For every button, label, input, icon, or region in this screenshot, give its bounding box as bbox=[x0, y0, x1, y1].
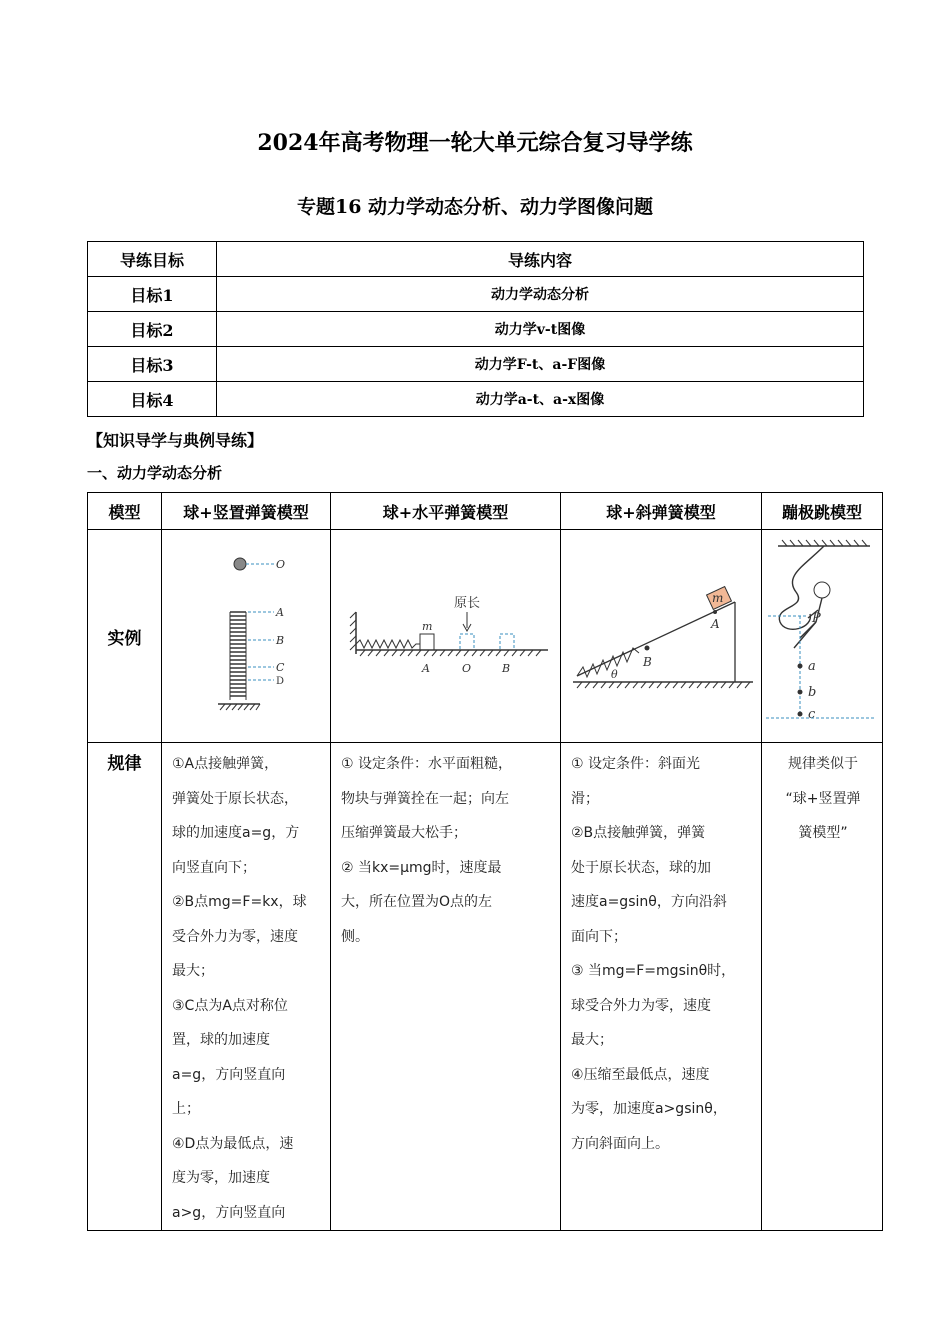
horizontal-spring-rule bbox=[331, 743, 560, 954]
horizontal-spring-rule-cell bbox=[331, 743, 561, 1231]
label-D: D bbox=[276, 676, 285, 687]
goals-header-content: 导练内容 bbox=[217, 242, 864, 277]
label-A: A bbox=[276, 606, 284, 619]
label-original-length: 原长 bbox=[453, 596, 480, 611]
rule-line: 簧模型” bbox=[798, 825, 848, 841]
label-B: B bbox=[501, 662, 510, 675]
goal-content: 动力学F-t、a-F图像 bbox=[217, 347, 864, 382]
rule-line: 最大； bbox=[172, 963, 214, 979]
header-model: 模型 bbox=[88, 493, 162, 530]
ball-icon bbox=[234, 558, 246, 570]
bungee-rule-cell bbox=[762, 743, 883, 1231]
rule-line: 物块与弹簧拴在一起；向左 bbox=[341, 790, 509, 807]
rule-line: 面向下； bbox=[571, 928, 627, 945]
rule-line: ③ 当mg=F=mgsinθ时， bbox=[571, 963, 736, 979]
incline-spring-figure-cell bbox=[561, 530, 762, 743]
goal-id: 目标2 bbox=[88, 312, 217, 347]
label-a: a bbox=[808, 659, 816, 674]
label-O: O bbox=[276, 558, 286, 571]
label-B: B bbox=[276, 634, 285, 647]
models-rule-row bbox=[88, 743, 883, 1231]
goals-header-row bbox=[88, 242, 864, 277]
goals-row bbox=[88, 277, 864, 312]
rule-line: a>g，方向竖直向 bbox=[172, 1204, 286, 1221]
example-label: 实例 bbox=[88, 530, 162, 743]
rule-line: ②B点mg=F=kx，球 bbox=[172, 894, 307, 910]
document-subtitle: 专题16 动力学动态分析、动力学图像问题 bbox=[296, 196, 654, 218]
horizontal-spring-figure-cell bbox=[331, 530, 561, 743]
rule-line: 大，所在位置为O点的左 bbox=[341, 894, 493, 910]
goal-id: 目标1 bbox=[88, 277, 217, 312]
rule-line: ④压缩至最低点，速度 bbox=[571, 1066, 710, 1083]
subsection-heading: 一、动力学动态分析 bbox=[87, 464, 223, 482]
spring-icon bbox=[356, 640, 420, 648]
goals-row bbox=[88, 312, 864, 347]
rule-line: 最大； bbox=[571, 1032, 613, 1048]
rule-line: ②B点接触弹簧，弹簧 bbox=[571, 825, 706, 841]
rule-line: ① 设定条件：斜面光 bbox=[571, 756, 701, 772]
rule-line: 为零，加速度a>gsinθ， bbox=[571, 1101, 727, 1117]
models-header-row bbox=[88, 493, 883, 530]
vertical-spring-rule bbox=[162, 743, 330, 1230]
horizontal-spring-figure bbox=[334, 536, 558, 736]
goals-row bbox=[88, 382, 864, 417]
rule-line: 方向斜面向上。 bbox=[571, 1135, 669, 1152]
rule-line: ③C点为A点对称位 bbox=[172, 997, 288, 1014]
goal-content: 动力学v-t图像 bbox=[217, 312, 864, 347]
header-incline-spring: 球+斜弹簧模型 bbox=[561, 493, 762, 530]
bungee-rule bbox=[762, 743, 882, 851]
block-m bbox=[420, 634, 434, 650]
rule-line: 滑； bbox=[571, 790, 599, 807]
rule-line: ② 当kx=μmg时，速度最 bbox=[341, 859, 502, 876]
label-m: m bbox=[421, 620, 432, 633]
rule-line: 球受合外力为零，速度 bbox=[571, 997, 711, 1014]
label-A: A bbox=[711, 617, 720, 631]
spring-icon bbox=[230, 612, 246, 696]
goal-id: 目标3 bbox=[88, 347, 217, 382]
label-O: O bbox=[461, 662, 471, 675]
document-title: 2024年高考物理一轮大单元综合复习导学练 bbox=[257, 130, 693, 156]
header-horizontal-spring: 球+水平弹簧模型 bbox=[331, 493, 561, 530]
rule-line: 压缩弹簧最大松手； bbox=[341, 825, 467, 841]
label-m: m bbox=[712, 591, 724, 605]
bungee-figure-cell bbox=[762, 530, 883, 743]
rule-line: ① 设定条件：水平面粗糙， bbox=[341, 756, 513, 772]
goals-row bbox=[88, 347, 864, 382]
goals-header-target: 导练目标 bbox=[88, 242, 217, 277]
label-b: b bbox=[808, 685, 817, 700]
rule-line: a=g，方向竖直向 bbox=[172, 1066, 286, 1083]
header-vertical-spring: 球+竖置弹簧模型 bbox=[162, 493, 331, 530]
vertical-spring-figure-cell bbox=[162, 530, 331, 743]
goal-content: 动力学a-t、a-x图像 bbox=[217, 382, 864, 417]
rule-line: 置，球的加速度 bbox=[172, 1032, 270, 1048]
label-P: P bbox=[812, 611, 821, 626]
label-C: C bbox=[276, 661, 285, 674]
models-table bbox=[87, 492, 883, 1231]
rule-line: 上； bbox=[172, 1101, 200, 1117]
rule-line: ①A点接触弹簧， bbox=[172, 756, 279, 772]
goals-table bbox=[87, 241, 864, 417]
block-outline-O bbox=[460, 634, 474, 650]
rule-label: 规律 bbox=[88, 743, 162, 1231]
label-c: c bbox=[808, 707, 816, 722]
rule-line: 规律类似于 bbox=[788, 756, 858, 772]
bungee-figure bbox=[764, 536, 880, 736]
incline-spring-figure bbox=[563, 536, 759, 736]
rule-line: 向竖直向下； bbox=[172, 859, 256, 876]
label-A: A bbox=[421, 662, 430, 675]
rule-line: 处于原长状态，球的加 bbox=[571, 859, 711, 876]
rule-line: 弹簧处于原长状态， bbox=[172, 790, 298, 807]
vertical-spring-rule-cell bbox=[162, 743, 331, 1231]
rule-line: 度为零，加速度 bbox=[172, 1170, 270, 1186]
rule-line: 球的加速度a=g，方 bbox=[172, 825, 300, 841]
incline-spring-rule bbox=[561, 743, 761, 1161]
jumper-head-icon bbox=[814, 582, 830, 598]
rule-line: ④D点为最低点，速 bbox=[172, 1135, 294, 1152]
rule-line: 受合外力为零，速度 bbox=[172, 928, 298, 945]
goal-content: 动力学动态分析 bbox=[217, 277, 864, 312]
vertical-spring-figure bbox=[166, 536, 326, 736]
incline-spring-rule-cell bbox=[561, 743, 762, 1231]
label-theta: θ bbox=[611, 668, 618, 681]
section-heading: 【知识导学与典例导练】 bbox=[87, 431, 264, 450]
rule-line: “球+竖置弹 bbox=[785, 790, 861, 807]
header-bungee: 蹦极跳模型 bbox=[762, 493, 883, 530]
spring-icon bbox=[577, 648, 639, 677]
goal-id: 目标4 bbox=[88, 382, 217, 417]
block-outline-B bbox=[500, 634, 514, 650]
models-example-row bbox=[88, 530, 883, 743]
label-B: B bbox=[643, 655, 652, 669]
rule-line: 侧。 bbox=[341, 928, 369, 945]
rule-line: 速度a=gsinθ，方向沿斜 bbox=[571, 894, 727, 910]
